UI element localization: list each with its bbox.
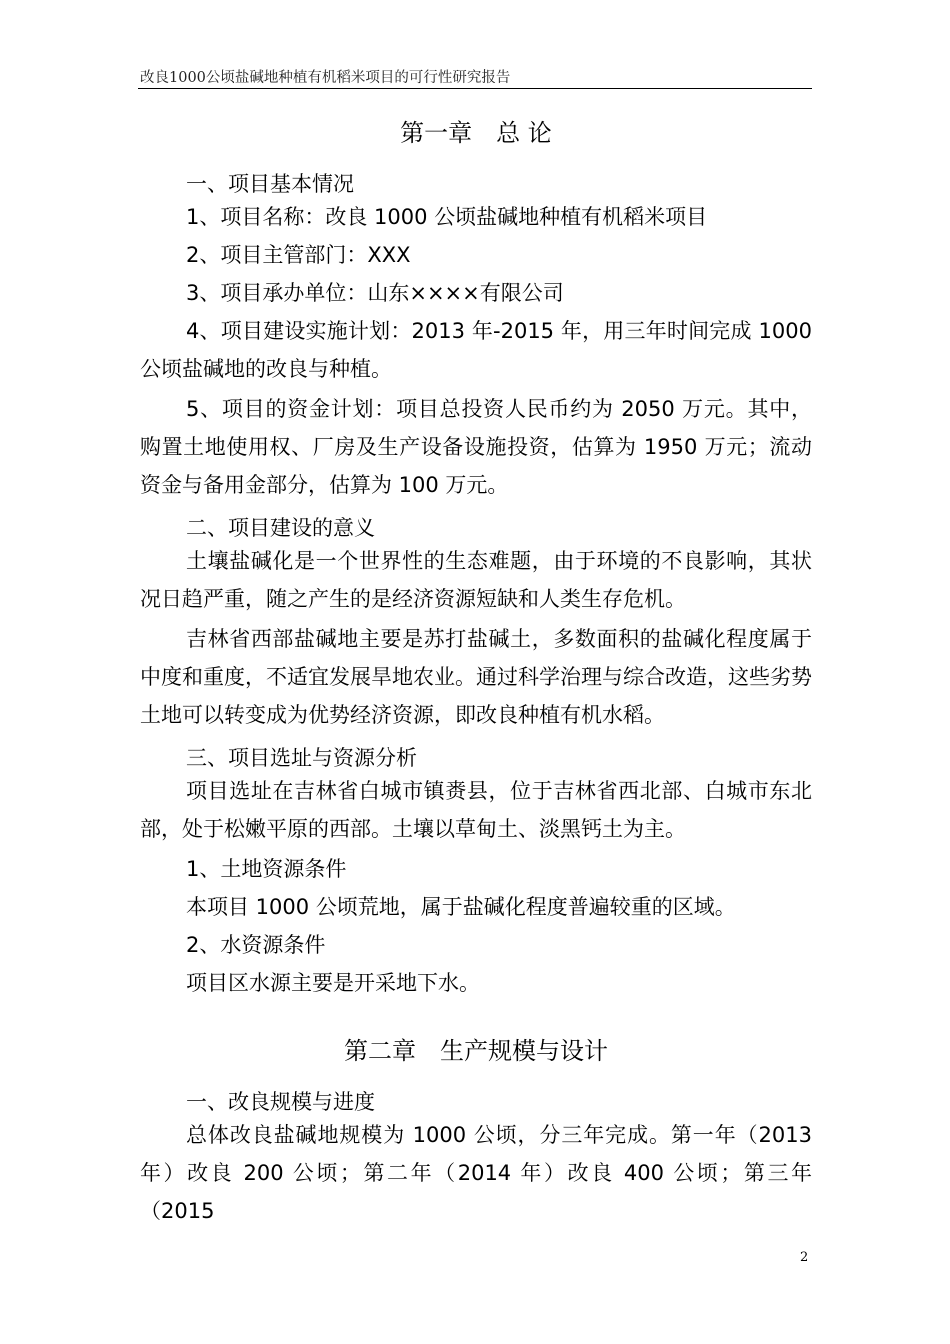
paragraph-land-resources: 本项目 1000 公顷荒地，属于盐碱化程度普遍较重的区域。 [186, 895, 736, 919]
chapter-2-title: 第二章 生产规模与设计 [344, 1037, 608, 1065]
header-divider [138, 88, 812, 89]
paragraph-jilin-saline-land: 吉林省西部盐碱地主要是苏打盐碱土，多数面积的盐碱化程度属于中度和重度，不适宜发展旱地农业。通过科学治理与综合改造，这些劣势土地可以转变成为优势经济资源，即改良种植有机水稻。 [140, 627, 812, 727]
item-project-name: 1、项目名称：改良 1000 公顷盐碱地种植有机稻米项目 [186, 205, 708, 229]
section-heading-significance: 二、项目建设的意义 [186, 516, 375, 540]
page-number: 2 [800, 1250, 809, 1265]
section-heading-site-resources: 三、项目选址与资源分析 [186, 746, 417, 770]
item-schedule: 4、项目建设实施计划：2013 年-2015 年，用三年时间完成 1000 公顷盐碱地的改良与种植。 [140, 319, 812, 381]
item-department: 2、项目主管部门：XXX [186, 243, 411, 267]
item-funding: 5、项目的资金计划：项目总投资人民币约为 2050 万元。其中，购置土地使用权、厂房及生产设备设施投资，估算为 1950 万元；流动资金与备用金部分，估算为 100 万元。 [140, 397, 812, 497]
paragraph-site-location: 项目选址在吉林省白城市镇赉县，位于吉林省西北部、白城市东北部，处于松嫩平原的西部。土壤以草甸土、淡黑钙土为主。 [140, 779, 812, 841]
item-organizer: 3、项目承办单位：山东××××有限公司 [186, 281, 564, 305]
chapter-1-title: 第一章 总 论 [400, 119, 552, 147]
subheading-water-resources: 2、水资源条件 [186, 933, 326, 957]
paragraph-soil-salinization: 土壤盐碱化是一个世界性的生态难题，由于环境的不良影响，其状况日趋严重，随之产生的是经济资源短缺和人类生存危机。 [140, 549, 812, 611]
section-heading-scale-progress: 一、改良规模与进度 [186, 1090, 375, 1114]
section-heading-basic-info: 一、项目基本情况 [186, 172, 354, 196]
subheading-land-resources: 1、土地资源条件 [186, 857, 347, 881]
paragraph-scale-progress: 总体改良盐碱地规模为 1000 公顷，分三年完成。第一年（2013 年）改良 200 公顷；第二年（2014 年）改良 400 公顷；第三年（2015 [140, 1123, 812, 1223]
document-header-title: 改良1000公顷盐碱地种植有机稻米项目的可行性研究报告 [140, 70, 511, 86]
paragraph-water-resources: 项目区水源主要是开采地下水。 [186, 971, 480, 995]
